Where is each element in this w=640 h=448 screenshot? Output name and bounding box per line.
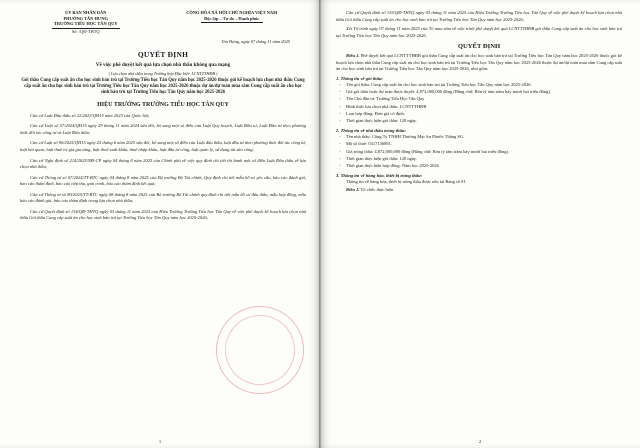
list-item: - Mã số thuế: 0317136881. xyxy=(336,141,622,147)
page2-legal-basis xyxy=(336,10,622,39)
seal-text xyxy=(217,331,299,356)
header-issuer-block xyxy=(20,10,151,34)
page-number-1: 1 xyxy=(158,439,162,444)
page-subtitle-detail: Gói thầu Cung cấp suất ăn cho học sinh bán trú tại Trường Tiểu học Tân Quy năm học 2025-2026 thuộc gói kế hoạch lựa chọn nhà thầu Cung cấp suất ăn cho học sinh bán trú tại Trường Tiểu học Tân Quy năm học 2025-2026 thuộc dự án/dự toán mua sắm Cung cấp suất ăn cho học sinh bán trú tại Trường Tiểu học Tân Quy năm học 2025-2026 xyxy=(21,77,305,95)
page-gutter-shadow xyxy=(319,0,321,448)
list-item: - Thời gian thực hiện hợp đồng: Năm học 2025-2026 xyxy=(336,163,622,169)
legal-basis-item: Căn cứ Quyết định số 135/QĐ-THTQ ngày 03 tháng 11 năm 2025 của Hiệu Trưởng Trường Tiểu học Tân Quy về việc phê duyệt kế hoạch lựa chọn nhà thầu Gói thầu Cung cấp suất ăn cho học sinh bán trú tại Trường Tiểu học Tân Quy năm học 2025-2026; xyxy=(336,10,622,22)
legal-basis-item: Căn cứ Thông tư số 80/2025/TT-BTC ngày 08 tháng 8 năm 2025 của Bộ trưởng Bộ Tài chính quy định chi tiết mẫu hồ sơ đấu thầu, mẫu hợp đồng, mẫu báo cáo đánh giá, báo cáo thẩm định trong lựa chọn nhà thầu; xyxy=(20,191,306,204)
list-item: - Hình thức lựa chọn nhà thầu: LCNTTTHĐB xyxy=(336,104,622,110)
article-2-text: Tổ chức thực hiện xyxy=(360,187,394,193)
list-item: - Loại hợp đồng: Đơn giá cố định. xyxy=(336,111,622,117)
red-seal-stamp xyxy=(205,295,315,405)
page-subtitle: Về việc phê duyệt kết quả lựa chọn nhà thầu không qua mạng xyxy=(95,62,231,68)
legal-basis-item: Căn cứ Luật số 90/2025/QH15 ngày 25 tháng 6 năm 2025 sửa đổi, bổ sung một số điều của Luật đấu thầu, luật đầu tư theo phương thức đối tác công tư, luật hải quan, luật thuế trị giá gia tăng, luật thuế xuất khẩu, thuế nhập khẩu, luật đầu tư công, luật quản lý, sử dụng tài sản công; xyxy=(20,140,306,152)
section-2-items xyxy=(336,134,622,170)
list-item: - Thời gian thực hiện gói thầu: 120 ngày. xyxy=(336,118,622,124)
legal-basis-item: Căn cứ Nghị định số 214/2025/NĐ-CP ngày 04 tháng 8 năm 2025 của Chính phủ về việc quy định chi tiết thi hành một số điều Luật Đấu thầu về lựa chọn nhà thầu; xyxy=(20,157,306,170)
page-subtitle-note: ( Lựa chọn nhà thầu trong Trường hợp Đặc biệt- LCNTTTHĐB ) xyxy=(108,70,218,76)
section-3-text: Thông tin về hàng hóa, thiết bị trúng thầu được nêu tại Bảng số 01. xyxy=(346,178,467,184)
section-1-heading: 1. Thông tin về gói thầu: xyxy=(336,75,383,81)
list-item: - Tên Chủ đầu tư: Trường Tiểu Học Tân Quy xyxy=(336,96,622,102)
decision-heading: QUYẾT ĐỊNH xyxy=(457,43,501,51)
page-number-2: 2 xyxy=(478,439,482,444)
article-2 xyxy=(336,187,622,194)
national-motto: Độc lập – Tự do – Hạnh phúc xyxy=(204,15,260,21)
list-item: - Giá gói thầu hoặc dự toán được duyệt: 4,872,000,000 đồng (Bằng chữ: Bốn tỷ tám trăm bảy mươi hai triệu đồng). xyxy=(336,89,622,95)
document-number: Số: /QĐ-THTQ xyxy=(71,28,100,34)
legal-basis-item: Căn cứ Thông tư số 07/2024/TT-BTC ngày 04 tháng 8 năm 2025 của Bộ trưởng Bộ Tài chính, Quy định chi tiết mẫu hồ sơ yêu cầu, báo cáo đánh giá, báo cáo thẩm định, báo cáo tiếp thu, giải trình, báo cáo thẩm định kết quả; xyxy=(20,174,306,187)
legal-basis-item: Căn cứ Luật số 57/2024/QH15 ngày 29 tháng 11 năm 2024 sửa đổi, bổ sung một số điều của Luật Quy hoạch, Luật Đầu tư, Luật Đầu tư theo phương thức đối tác công tư và Luật Đấu thầu; xyxy=(20,123,306,135)
article-1-text: Phê duyệt kết quả LCNTTTHĐB gói thầu Cung cấp suất ăn cho học sinh bán trú tại Trường Tiểu học Tân Quy năm học 2025-2026 thuộc gói kế hoạch lựa chọn nhà thầu Cung cấp suất ăn cho học sinh bán trú tại Trường Tiểu học Tân Quy năm học 2025-2026 thuộc dự án/dự toán mua sắm Cung cấp suất ăn cho học sinh bán trú tại Trường Tiểu học Tân Quy năm học 2025-2026, như gồm: xyxy=(336,53,622,72)
issuer-line-2: PHƯỜNG TÂN HƯNG xyxy=(63,15,108,21)
national-divider xyxy=(201,22,263,23)
list-item: - Tên nhà thầu: Công Ty TNHH Thương Mại An Phước Thắng SG. xyxy=(336,134,622,140)
legal-basis-item: Xét Tờ trình ngày 07 tháng 11 năm 2025 của Tổ mua sắm về việc trình phê duyệt kết quả LCNTTTHĐB gói thầu Cung cấp suất ăn cho học sinh bán trú tại Trường Tiểu học Tân Quy năm học 2025-2026. xyxy=(336,26,622,38)
national-title: CỘNG HÒA XÃ HỘI CHỦ NGHĨA VIỆT NAM xyxy=(186,10,278,15)
document-page-2 xyxy=(320,0,640,448)
place-and-date: Tân Hưng, ngày 07 tháng 11 năm 2025 xyxy=(221,39,290,44)
list-item: - Giá trúng thầu: 4,872,000,000 đồng (Bằng chữ: Bốn tỷ tám trăm bảy mươi hai triệu đồng). xyxy=(336,149,622,155)
article-2-label: Điều 2. xyxy=(346,187,360,193)
list-item: - Thời gian thực hiện gói thầu: 120 ngày. xyxy=(336,156,622,162)
issuing-authority: HIỆU TRƯỞNG TRƯỜNG TIỂU HỌC TÂN QUY xyxy=(97,101,229,108)
legal-basis-item: Căn cứ Quyết định số 134/QĐ-THTQ ngày 03 tháng 11 năm 2025 của Hiệu Trưởng Trường Tiểu học Tân Quy về việc phê duyệt kế hoạch lựa chọn nhà thầu Gói thầu Cung cấp suất ăn cho học sinh bán trú tại Trường Tiểu học Tân Quy năm học 2025-2026; xyxy=(20,208,306,221)
header-national-block xyxy=(157,10,306,23)
issuer-line-1: ỦY BAN NHÂN DÂN xyxy=(65,10,107,15)
section-2-heading: 2. Thông tin về nhà thầu trúng thầu: xyxy=(336,127,406,133)
page-title: QUYẾT ĐỊNH xyxy=(137,50,189,59)
section-3-heading: 3. Thông tin về hàng hóa, thiết bị trúng thầu: xyxy=(336,172,423,178)
page1-legal-basis xyxy=(20,113,306,222)
article-1 xyxy=(336,53,622,73)
article-1-label: Điều 1. xyxy=(346,53,360,59)
section-1-items xyxy=(336,82,622,125)
list-item: - Tên gói thầu: Cung cấp suất ăn cho học sinh bán trú tại Trường Tiểu học Tân Quy năm học 2025-2026. xyxy=(336,82,622,88)
page1-header xyxy=(20,10,306,34)
issuer-line-3: TRƯỜNG TIỂU HỌC TÂN QUY xyxy=(53,21,118,26)
legal-basis-item: Căn cứ Luật Đấu thầu số 22/2023/QH15 năm 2023 của Quốc hội; xyxy=(30,112,150,118)
